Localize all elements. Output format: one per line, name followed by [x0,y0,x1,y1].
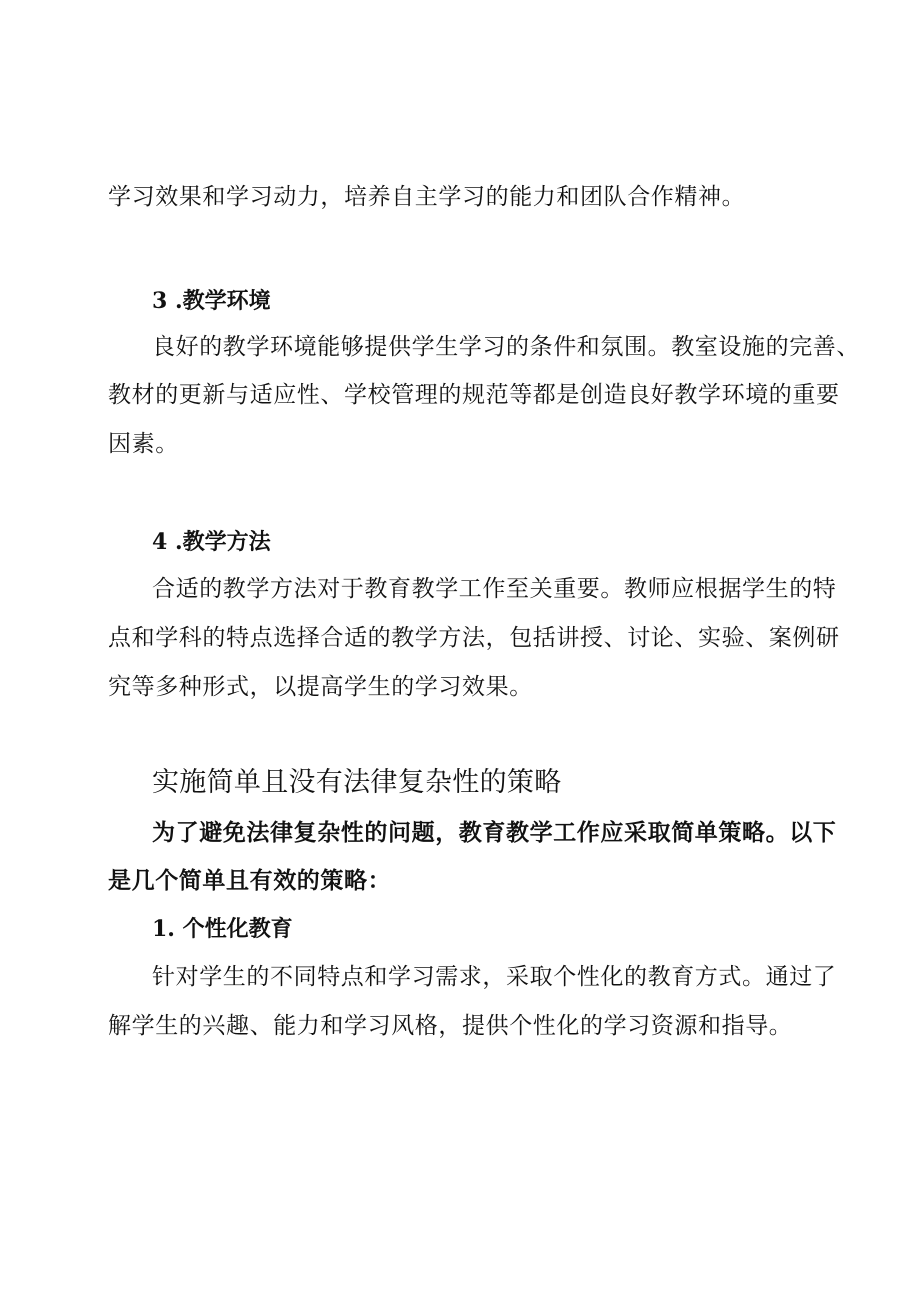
strategy-item-1-title: 1. 个性化教育 [152,916,293,942]
strategy-intro-line-1: 为了避免法律复杂性的问题，教育教学工作应采取简单策略。以下 [152,819,837,846]
section-3-title: 3 .教学环境 [152,288,271,314]
strategy-intro-line-2: 是几个简单且有效的策略： [108,867,392,894]
strategy-item-1-line-2: 解学生的兴趣、能力和学习风格，提供个性化的学习资源和指导。 [108,1013,793,1039]
section-4-paragraph-line-1: 合适的教学方法对于教育教学工作至关重要。教师应根据学生的特 [152,576,837,602]
section-4-paragraph-line-2: 点和学科的特点选择合适的教学方法，包括讲授、讨论、实验、案例研 [108,625,840,651]
section-4-title: 4 .教学方法 [152,529,271,555]
section-3-paragraph-line-1: 良好的教学环境能够提供学生学习的条件和氛围。教室设施的完善、 [152,334,860,360]
strategy-item-1-line-1: 针对学生的不同特点和学习需求，采取个性化的教育方式。通过了 [152,964,837,990]
section-3-paragraph-line-2: 教材的更新与适应性、学校管理的规范等都是创造良好教学环境的重要 [108,382,840,408]
paragraph-continuation: 学习效果和学习动力，培养自主学习的能力和团队合作精神。 [108,184,746,210]
section-4-paragraph-line-3: 究等多种形式，以提高学生的学习效果。 [108,674,533,700]
strategy-heading: 实施简单且没有法律复杂性的策略 [152,767,562,798]
section-3-paragraph-line-3: 因素。 [108,431,179,457]
